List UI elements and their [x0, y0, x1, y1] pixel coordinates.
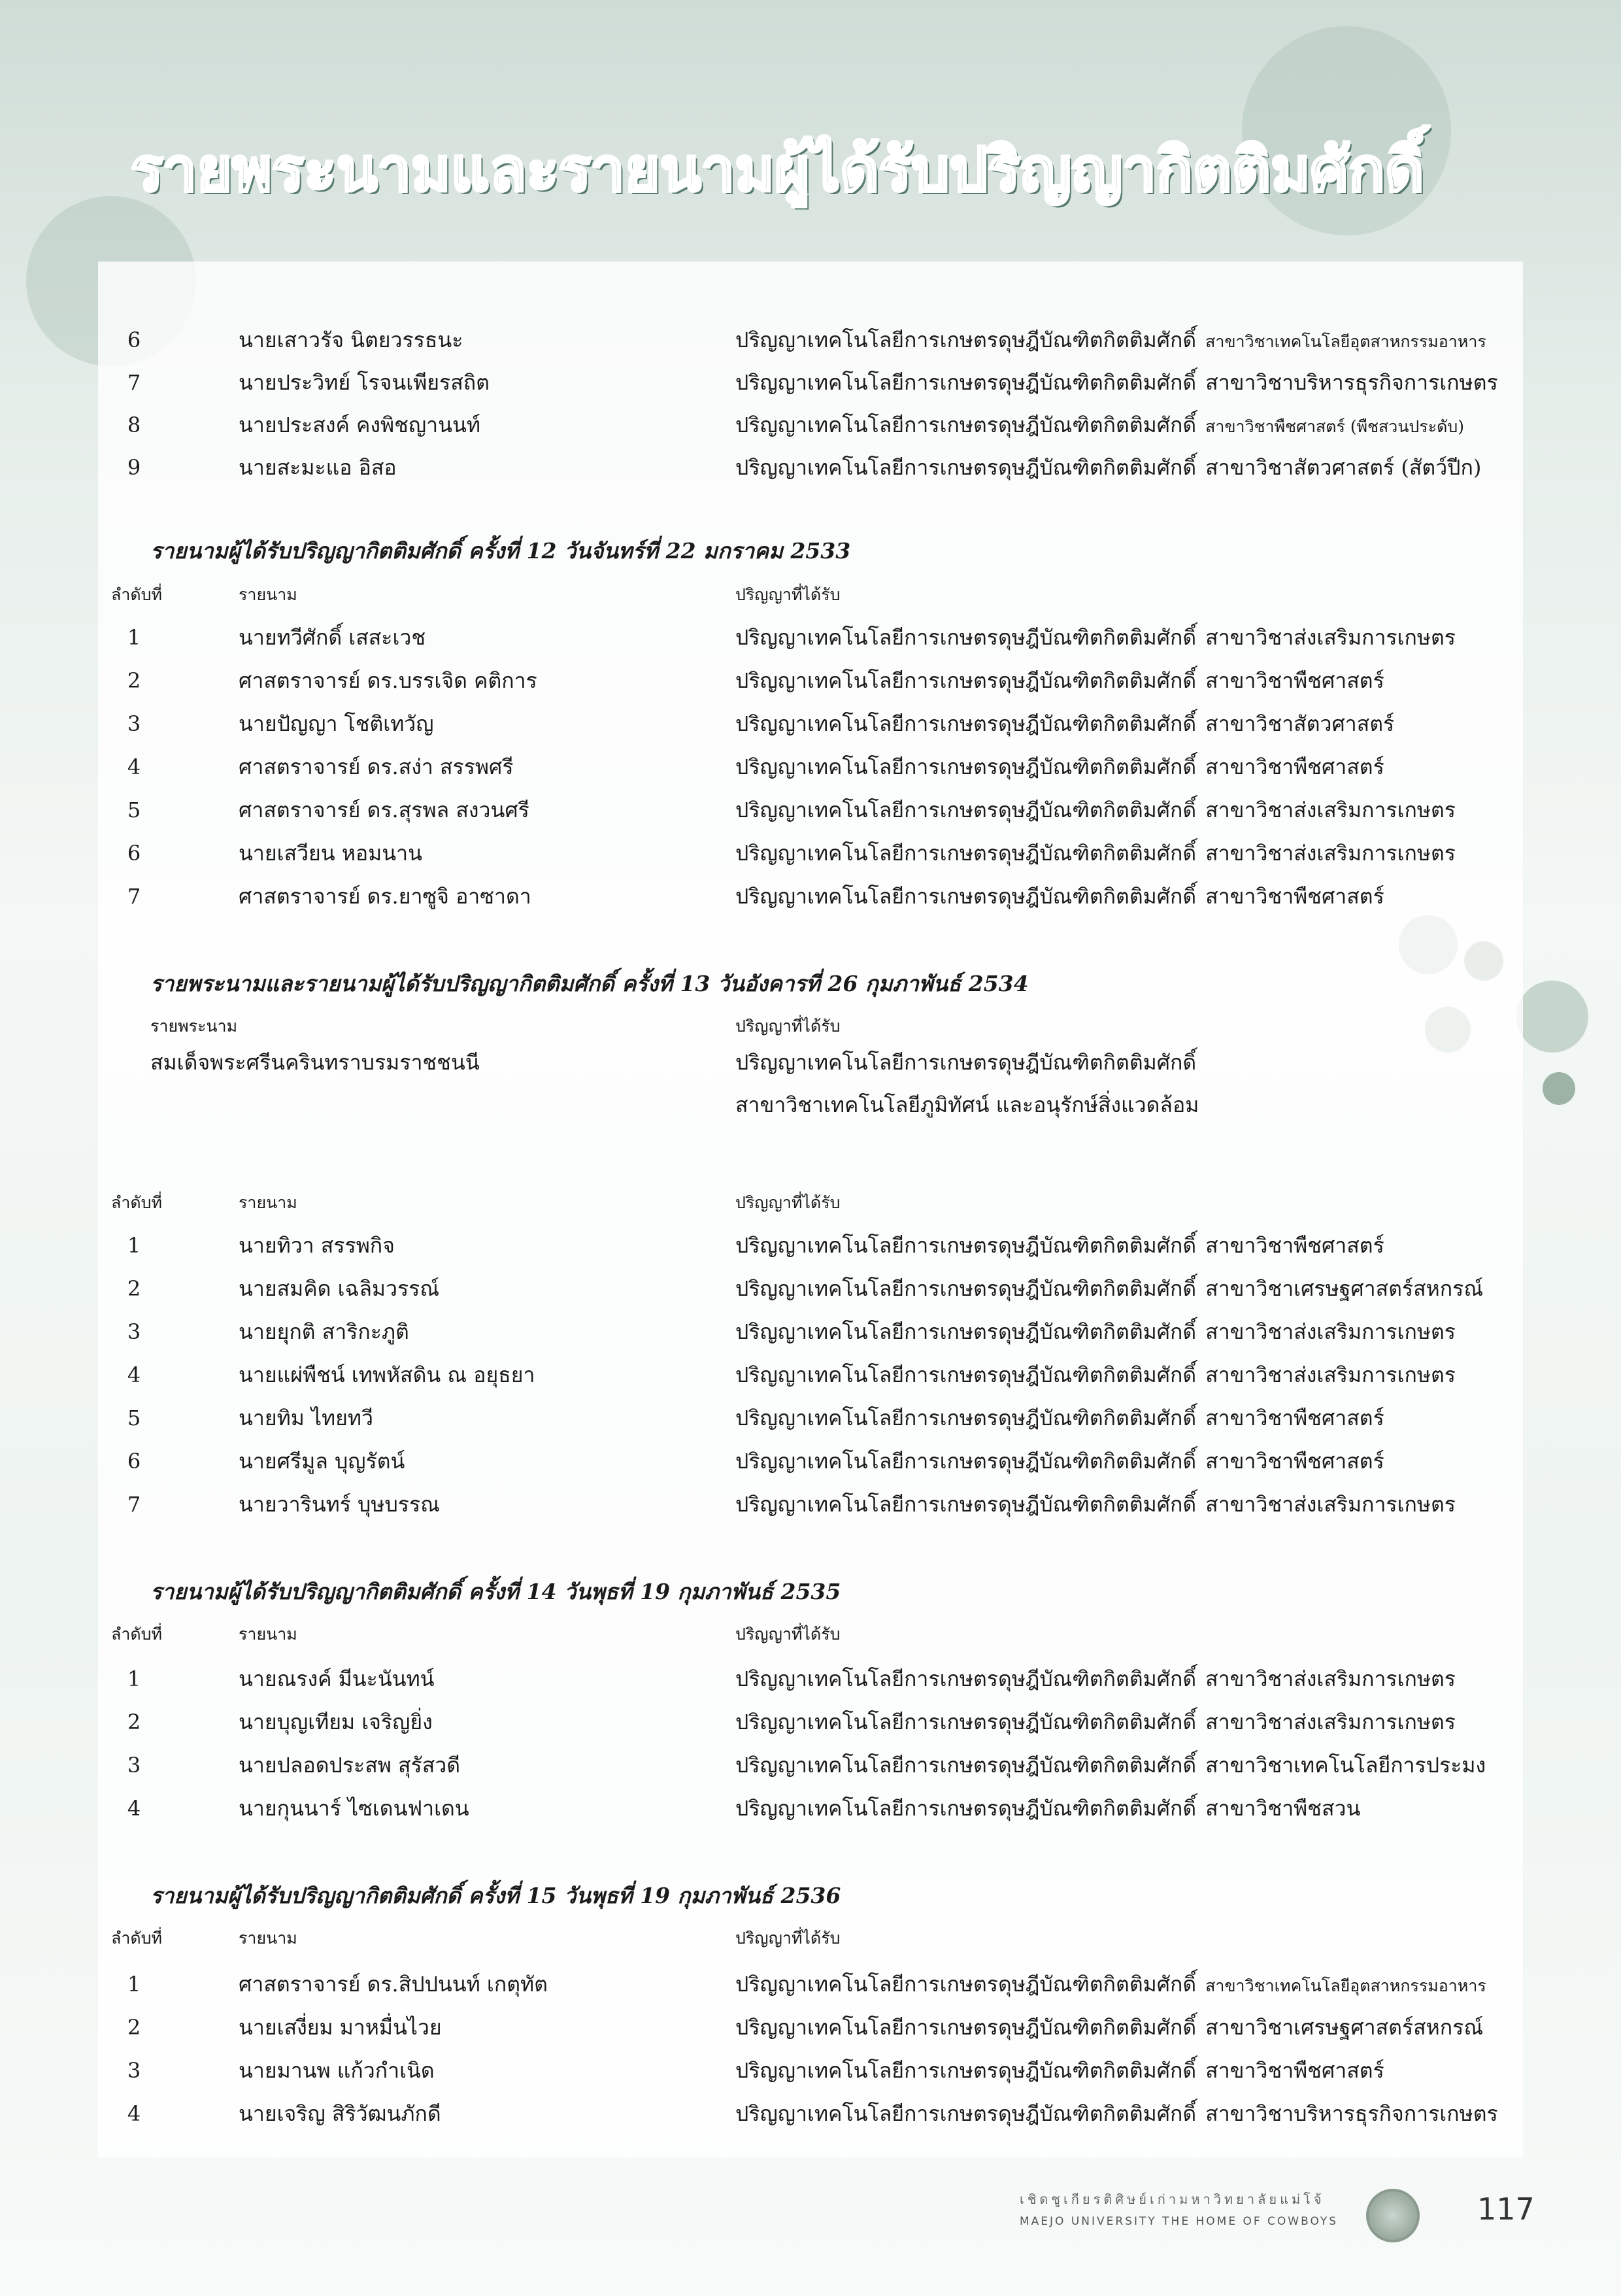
degree-major: สาขาวิชาพืชศาสตร์	[1205, 2058, 1384, 2083]
degree-major: สาขาวิชาเทคโนโลยีการประมง	[1205, 1753, 1486, 1778]
degree-major: สาขาวิชาส่งเสริมการเกษตร	[1205, 841, 1456, 866]
row-number: 2	[127, 668, 141, 693]
degree-text	[735, 2094, 1498, 2133]
degree-text	[735, 790, 1456, 830]
degree-major: สาขาวิชาส่งเสริมการเกษตร	[1205, 1666, 1456, 1691]
row-number: 1	[127, 1666, 141, 1691]
section-heading: รายนามผู้ได้รับปริญญากิตติมศักดิ์ ครั้งที่ 12 วันจันทร์ที่ 22 มกราคม 2533	[150, 538, 851, 564]
degree-name: ปริญญาเทคโนโลยีการเกษตรดุษฎีบัณฑิตกิตติมศักดิ์	[735, 1362, 1197, 1387]
degree-major: สาขาวิชาส่งเสริมการเกษตร	[1205, 1710, 1456, 1734]
degree-name: ปริญญาเทคโนโลยีการเกษตรดุษฎีบัณฑิตกิตติมศักดิ์	[735, 413, 1197, 437]
degree-name: ปริญญาเทคโนโลยีการเกษตรดุษฎีบัณฑิตกิตติมศักดิ์	[735, 2015, 1197, 2040]
row-number: 5	[127, 1406, 141, 1430]
row-number: 8	[127, 413, 141, 437]
row-number: 6	[127, 1449, 141, 1474]
page-number: 117	[1477, 2191, 1535, 2227]
column-label-royal-name: รายพระนาม	[150, 1017, 238, 1036]
degree-major: สาขาวิชาพืชสวน	[1205, 1796, 1361, 1821]
degree-text	[735, 877, 1384, 916]
degree-name: ปริญญาเทคโนโลยีการเกษตรดุษฎีบัณฑิตกิตติมศักดิ์	[735, 1406, 1197, 1430]
degree-text	[735, 1789, 1360, 1828]
degree-name: ปริญญาเทคโนโลยีการเกษตรดุษฎีบัณฑิตกิตติมศักดิ์	[735, 1449, 1197, 1474]
column-label-name: รายนาม	[239, 1193, 297, 1212]
degree-text	[735, 1269, 1483, 1308]
row-number: 6	[127, 328, 141, 352]
column-label-degree: ปริญญาที่ได้รับ	[735, 1017, 841, 1036]
degree-name: ปริญญาเทคโนโลยีการเกษตรดุษฎีบัณฑิตกิตติมศักดิ์	[735, 1492, 1197, 1517]
degree-major: สาขาวิชาเทคโนโลยีอุตสาหกรรมอาหาร	[1205, 332, 1486, 351]
degree-name: ปริญญาเทคโนโลยีการเกษตรดุษฎีบัณฑิตกิตติมศักดิ์	[735, 328, 1197, 352]
column-label-order: ลำดับที่	[111, 1929, 162, 1948]
row-number: 3	[127, 2058, 141, 2083]
degree-name: ปริญญาเทคโนโลยีการเกษตรดุษฎีบัณฑิตกิตติมศักดิ์	[735, 668, 1197, 693]
row-number: 1	[127, 1972, 141, 1997]
degree-name: ปริญญาเทคโนโลยีการเกษตรดุษฎีบัณฑิตกิตติมศักดิ์	[735, 1972, 1197, 1997]
row-number: 2	[127, 1276, 141, 1301]
degree-major: สาขาวิชาเศรษฐศาสตร์สหกรณ์	[1205, 2015, 1483, 2040]
degree-major: สาขาวิชาเทคโนโลยีอุตสาหกรรมอาหาร	[1205, 1976, 1486, 1995]
degree-major: สาขาวิชาพืชศาสตร์	[1205, 1449, 1384, 1474]
column-label-name: รายนาม	[239, 1929, 297, 1948]
degree-major: สาขาวิชาพืชศาสตร์	[1205, 754, 1384, 779]
row-number: 1	[127, 625, 141, 650]
degree-name: ปริญญาเทคโนโลยีการเกษตรดุษฎีบัณฑิตกิตติมศักดิ์	[735, 1233, 1197, 1258]
recipient-name: นายปัญญา โชติเทวัญ	[239, 711, 434, 736]
recipient-name: ศาสตราจารย์ ดร.สิปปนนท์ เกตุทัต	[239, 1972, 548, 1997]
degree-major: สาขาวิชาพืชศาสตร์ (พืชสวนประดับ)	[1205, 417, 1465, 436]
degree-text	[735, 1965, 1486, 2006]
degree-name: ปริญญาเทคโนโลยีการเกษตรดุษฎีบัณฑิตกิตติมศักดิ์	[735, 1666, 1197, 1691]
degree-major: สาขาวิชาส่งเสริมการเกษตร	[1205, 1492, 1456, 1517]
degree-text	[735, 1312, 1456, 1351]
row-number: 2	[127, 1710, 141, 1734]
recipient-name: ศาสตราจารย์ ดร.สุรพล สงวนศรี	[239, 798, 529, 822]
row-number: 5	[127, 798, 141, 822]
row-number: 4	[127, 754, 141, 779]
degree-name: ปริญญาเทคโนโลยีการเกษตรดุษฎีบัณฑิตกิตติมศักดิ์	[735, 1796, 1197, 1821]
degree-name: ปริญญาเทคโนโลยีการเกษตรดุษฎีบัณฑิตกิตติมศักดิ์	[735, 841, 1197, 866]
degree-text	[735, 2051, 1384, 2090]
section-heading: รายนามผู้ได้รับปริญญากิตติมศักดิ์ ครั้งที่ 14 วันพุธที่ 19 กุมภาพันธ์ 2535	[150, 1579, 841, 1604]
section-heading: รายนามผู้ได้รับปริญญากิตติมศักดิ์ ครั้งที่ 15 วันพุธที่ 19 กุมภาพันธ์ 2536	[150, 1883, 841, 1908]
column-label-name: รายนาม	[239, 1625, 297, 1644]
column-label-degree: ปริญญาที่ได้รับ	[735, 1929, 841, 1948]
degree-major: สาขาวิชาเศรษฐศาสตร์สหกรณ์	[1205, 1276, 1483, 1301]
recipient-name: นายสะมะแอ อิสอ	[239, 455, 397, 480]
page-footer	[1020, 2184, 1543, 2255]
degree-major: สาขาวิชาบริหารธุรกิจการเกษตร	[1205, 370, 1498, 395]
degree-major: สาขาวิชาส่งเสริมการเกษตร	[1205, 1319, 1456, 1344]
row-number: 3	[127, 711, 141, 736]
degree-text	[735, 448, 1481, 487]
recipient-name: นายปลอดประสพ สุรัสวดี	[239, 1753, 460, 1778]
degree-text	[735, 1442, 1384, 1481]
row-number: 7	[127, 884, 141, 909]
footer-english-tagline: MAEJO UNIVERSITY THE HOME OF COWBOYS	[1020, 2215, 1339, 2228]
recipient-name: นายเจริญ สิริวัฒนภักดี	[239, 2101, 441, 2126]
recipient-name: ศาสตราจารย์ ดร.สง่า สรรพศรี	[239, 754, 514, 779]
degree-text	[735, 661, 1384, 700]
row-number: 6	[127, 841, 141, 866]
recipient-name: นายประวิทย์ โรจนเพียรสถิต	[239, 370, 490, 395]
degree-text	[735, 1485, 1456, 1524]
degree-name: ปริญญาเทคโนโลยีการเกษตรดุษฎีบัณฑิตกิตติมศักดิ์	[735, 884, 1197, 909]
recipient-name: นายทวีศักดิ์ เสสะเวช	[239, 625, 426, 650]
footer-thai-tagline: เชิดชูเกียรติศิษย์เก่ามหาวิทยาลัยแม่โจ้	[1020, 2191, 1325, 2207]
degree-text	[735, 618, 1456, 657]
degree-text	[735, 1746, 1486, 1785]
row-number: 9	[127, 455, 141, 480]
column-label-degree: ปริญญาที่ได้รับ	[735, 1625, 841, 1644]
degree-major: สาขาวิชาพืชศาสตร์	[1205, 884, 1384, 909]
degree-text	[735, 405, 1464, 447]
degree-text	[735, 704, 1394, 743]
degree-name: ปริญญาเทคโนโลยีการเกษตรดุษฎีบัณฑิตกิตติมศักดิ์	[735, 1753, 1197, 1778]
recipient-name: นายณรงค์ มีนะนันทน์	[239, 1666, 435, 1691]
degree-text	[735, 1398, 1384, 1438]
degree-name: ปริญญาเทคโนโลยีการเกษตรดุษฎีบัณฑิตกิตติมศักดิ์	[735, 1319, 1197, 1344]
recipient-name: นายกุนนาร์ ไซเดนฟาเดน	[239, 1796, 469, 1821]
column-label-degree: ปริญญาที่ได้รับ	[735, 1193, 841, 1212]
row-number: 4	[127, 1796, 141, 1821]
recipient-name: นายประสงค์ คงพิชญานนท์	[239, 413, 480, 437]
degree-text	[735, 320, 1486, 362]
recipient-name: นายแผ่พืชน์ เทพหัสดิน ณ อยุธยา	[239, 1362, 535, 1387]
row-number: 3	[127, 1753, 141, 1778]
recipient-name: นายทิวา สรรพกิจ	[239, 1233, 395, 1258]
column-label-order: ลำดับที่	[111, 1625, 162, 1644]
page-title: รายพระนามและรายนามผู้ได้รับปริญญากิตติมศักดิ์	[131, 135, 1424, 205]
recipient-name: นายมานพ แก้วกำเนิด	[239, 2058, 435, 2083]
section-heading: รายพระนามและรายนามผู้ได้รับปริญญากิตติมศักดิ์ ครั้งที่ 13 วันอังคารที่ 26 กุมภาพันธ์ 2534	[150, 971, 1029, 996]
degree-name: ปริญญาเทคโนโลยีการเกษตรดุษฎีบัณฑิตกิตติมศักดิ์	[735, 754, 1197, 779]
degree-major: สาขาวิชาสัตวศาสตร์	[1205, 711, 1395, 736]
degree-major: สาขาวิชาส่งเสริมการเกษตร	[1205, 625, 1456, 650]
degree-major: สาขาวิชาสัตวศาสตร์ (สัตว์ปีก)	[1205, 455, 1482, 480]
recipient-name: ศาสตราจารย์ ดร.ยาซูจิ อาซาดา	[239, 884, 531, 909]
university-seal-icon	[1366, 2189, 1420, 2242]
row-number: 7	[127, 1492, 141, 1517]
recipient-name: นายเสงี่ยม มาหมื่นไวย	[239, 2015, 442, 2040]
row-number: 4	[127, 2101, 141, 2126]
recipient-name: นายสมคิด เฉลิมวรรณ์	[239, 1276, 440, 1301]
royal-degree-major: สาขาวิชาเทคโนโลยีภูมิทัศน์ และอนุรักษ์สิ่งแวดล้อม	[735, 1092, 1199, 1117]
decorative-circle	[1543, 1072, 1575, 1105]
recipient-name: นายเสวียน หอมนาน	[239, 841, 422, 866]
degree-major: สาขาวิชาพืชศาสตร์	[1205, 668, 1384, 693]
row-number: 4	[127, 1362, 141, 1387]
row-number: 2	[127, 2015, 141, 2040]
recipient-name: นายศรีมูล บุญรัตน์	[239, 1449, 405, 1474]
degree-major: สาขาวิชาพืชศาสตร์	[1205, 1233, 1384, 1258]
degree-name: ปริญญาเทคโนโลยีการเกษตรดุษฎีบัณฑิตกิตติมศักดิ์	[735, 625, 1197, 650]
column-label-order: ลำดับที่	[111, 585, 162, 604]
degree-name: ปริญญาเทคโนโลยีการเกษตรดุษฎีบัณฑิตกิตติมศักดิ์	[735, 370, 1197, 395]
degree-name: ปริญญาเทคโนโลยีการเกษตรดุษฎีบัณฑิตกิตติมศักดิ์	[735, 798, 1197, 822]
degree-name: ปริญญาเทคโนโลยีการเกษตรดุษฎีบัณฑิตกิตติมศักดิ์	[735, 455, 1197, 480]
degree-major: สาขาวิชาพืชศาสตร์	[1205, 1406, 1384, 1430]
row-number: 1	[127, 1233, 141, 1258]
recipient-name: นายยุกติ สาริกะภูติ	[239, 1319, 409, 1344]
royal-degree: ปริญญาเทคโนโลยีการเกษตรดุษฎีบัณฑิตกิตติมศักดิ์	[735, 1050, 1197, 1075]
row-number: 7	[127, 370, 141, 395]
degree-text	[735, 747, 1384, 786]
degree-text	[735, 1659, 1456, 1698]
degree-text	[735, 1355, 1456, 1394]
degree-text	[735, 1702, 1456, 1742]
recipient-name: นายเสาวรัจ นิตยวรรธนะ	[239, 328, 463, 352]
degree-name: ปริญญาเทคโนโลยีการเกษตรดุษฎีบัณฑิตกิตติมศักดิ์	[735, 2058, 1197, 2083]
degree-major: สาขาวิชาส่งเสริมการเกษตร	[1205, 798, 1456, 822]
decorative-circle	[1516, 981, 1588, 1053]
degree-text	[735, 363, 1498, 402]
recipient-name: นายทิม ไทยทวี	[239, 1406, 373, 1430]
degree-text	[735, 1226, 1384, 1265]
recipient-name: ศาสตราจารย์ ดร.บรรเจิด คติการ	[239, 668, 537, 693]
column-label-order: ลำดับที่	[111, 1193, 162, 1212]
degree-name: ปริญญาเทคโนโลยีการเกษตรดุษฎีบัณฑิตกิตติมศักดิ์	[735, 2101, 1197, 2126]
degree-name: ปริญญาเทคโนโลยีการเกษตรดุษฎีบัณฑิตกิตติมศักดิ์	[735, 711, 1197, 736]
degree-text	[735, 834, 1456, 873]
degree-name: ปริญญาเทคโนโลยีการเกษตรดุษฎีบัณฑิตกิตติมศักดิ์	[735, 1710, 1197, 1734]
content-panel	[98, 262, 1523, 2157]
recipient-name: นายบุญเทียม เจริญยิ่ง	[239, 1710, 433, 1734]
degree-major: สาขาวิชาส่งเสริมการเกษตร	[1205, 1362, 1456, 1387]
column-label-name: รายนาม	[239, 585, 297, 604]
row-number: 3	[127, 1319, 141, 1344]
royal-recipient-name: สมเด็จพระศรีนครินทราบรมราชชนนี	[150, 1050, 480, 1075]
column-label-degree: ปริญญาที่ได้รับ	[735, 585, 841, 604]
degree-text	[735, 2008, 1483, 2047]
degree-name: ปริญญาเทคโนโลยีการเกษตรดุษฎีบัณฑิตกิตติมศักดิ์	[735, 1276, 1197, 1301]
degree-major: สาขาวิชาบริหารธุรกิจการเกษตร	[1205, 2101, 1498, 2126]
recipient-name: นายวารินทร์ บุษบรรณ	[239, 1492, 440, 1517]
